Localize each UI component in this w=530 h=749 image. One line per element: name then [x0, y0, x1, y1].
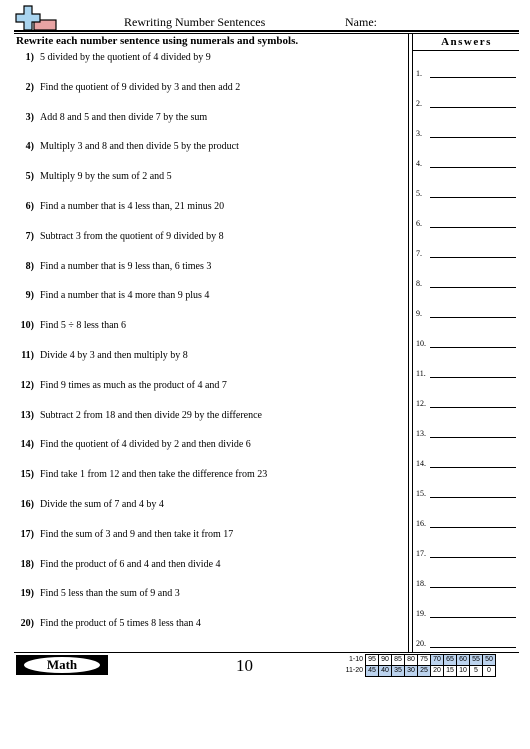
answer-blank[interactable] — [430, 377, 516, 378]
answer-line[interactable] — [416, 579, 516, 593]
answer-blank[interactable] — [430, 287, 516, 288]
question-text: Find the quotient of 9 divided by 3 and then add 2 — [40, 81, 241, 93]
answer-line[interactable] — [416, 489, 516, 503]
answer-number: 2. — [416, 99, 422, 108]
answer-blank[interactable] — [430, 647, 516, 648]
question-text: Find the product of 6 and 4 and then divide 4 — [40, 558, 221, 570]
question-text: Find a number that is 4 more than 9 plus 4 — [40, 290, 210, 302]
question-number: 13) — [20, 409, 34, 421]
subject-label: Math — [24, 657, 100, 673]
question-number: 10) — [20, 320, 34, 332]
answer-blank[interactable] — [430, 137, 516, 138]
answer-line[interactable] — [416, 69, 516, 83]
question-item — [14, 82, 404, 98]
question-item — [14, 410, 404, 426]
answer-number: 17. — [416, 549, 426, 558]
answer-blank[interactable] — [430, 497, 516, 498]
answer-blank[interactable] — [430, 257, 516, 258]
answer-blank[interactable] — [430, 617, 516, 618]
answer-blank[interactable] — [430, 107, 516, 108]
question-number: 20) — [20, 618, 34, 630]
answer-blank[interactable] — [430, 467, 516, 468]
question-item — [14, 618, 404, 634]
answer-line[interactable] — [416, 459, 516, 473]
score-cell: 65 — [444, 655, 457, 666]
answer-number: 7. — [416, 249, 422, 258]
answer-line[interactable] — [416, 609, 516, 623]
answer-number: 8. — [416, 279, 422, 288]
question-item — [14, 261, 404, 277]
answer-line[interactable] — [416, 249, 516, 263]
question-number: 19) — [20, 588, 34, 600]
question-item — [14, 201, 404, 217]
question-number: 11) — [21, 350, 34, 361]
question-number: 14) — [20, 439, 34, 451]
answer-blank[interactable] — [430, 557, 516, 558]
score-cell: 35 — [392, 666, 405, 677]
question-text: Find the quotient of 4 divided by 2 and then divide 6 — [40, 439, 251, 451]
answer-number: 20. — [416, 639, 426, 648]
answer-line[interactable] — [416, 129, 516, 143]
question-number: 17) — [20, 528, 34, 540]
score-cell: 30 — [405, 666, 418, 677]
answer-line[interactable] — [416, 99, 516, 113]
score-cell: 45 — [366, 666, 379, 677]
score-cell: 90 — [379, 655, 392, 666]
answer-number: 15. — [416, 489, 426, 498]
question-text: Find a number that is 9 less than, 6 times 3 — [40, 260, 212, 272]
answer-number: 18. — [416, 579, 426, 588]
answers-title-rule — [413, 50, 519, 51]
score-cell: 0 — [483, 666, 496, 677]
question-text: Find the product of 5 times 8 less than 4 — [40, 618, 201, 630]
score-cell: 40 — [379, 666, 392, 677]
answer-line[interactable] — [416, 549, 516, 563]
question-item — [14, 439, 404, 455]
answer-blank[interactable] — [430, 347, 516, 348]
answer-blank[interactable] — [430, 317, 516, 318]
question-item — [14, 320, 404, 336]
answer-number: 4. — [416, 159, 422, 168]
score-table — [343, 654, 496, 677]
question-text: Subtract 2 from 18 and then divide 29 by the difference — [40, 409, 262, 421]
question-number: 12) — [20, 379, 34, 391]
score-cell: 95 — [366, 655, 379, 666]
question-number: 18) — [20, 558, 34, 570]
footer-rule — [14, 652, 519, 653]
question-item — [14, 112, 404, 128]
answer-blank[interactable] — [430, 227, 516, 228]
question-text: Multiply 9 by the sum of 2 and 5 — [40, 171, 172, 183]
question-text: Find take 1 from 12 and then take the difference from 23 — [40, 469, 268, 481]
score-row-label: 1-10 — [348, 656, 363, 663]
answer-line[interactable] — [416, 369, 516, 383]
question-number: 6) — [25, 201, 34, 212]
answer-blank[interactable] — [430, 437, 516, 438]
question-text: Find 9 times as much as the product of 4 and 7 — [40, 379, 227, 391]
answer-number: 10. — [416, 339, 426, 348]
score-cell: 25 — [418, 666, 431, 677]
instructions: Rewrite each number sentence using numerals and symbols. — [16, 35, 299, 47]
answers-title: Answers — [441, 36, 492, 48]
answer-number: 11. — [416, 369, 426, 378]
answers-divider — [408, 33, 413, 652]
answer-number: 19. — [416, 609, 426, 618]
question-item — [14, 380, 404, 396]
worksheet-title: Rewriting Number Sentences — [124, 15, 266, 29]
name-label: Name: — [345, 15, 377, 29]
question-text: Add 8 and 5 and then divide 7 by the sum — [40, 111, 208, 123]
answer-blank[interactable] — [430, 527, 516, 528]
answer-line[interactable] — [416, 639, 516, 653]
answer-number: 6. — [416, 219, 422, 228]
answer-number: 5. — [416, 189, 422, 198]
question-item — [14, 52, 404, 68]
question-text: Divide 4 by 3 and then multiply by 8 — [40, 350, 188, 361]
question-number: 4) — [25, 141, 34, 153]
question-number: 8) — [25, 260, 34, 272]
answer-line[interactable] — [416, 219, 516, 233]
answer-number: 9. — [416, 309, 422, 318]
score-row — [343, 666, 496, 677]
score-cell: 70 — [431, 655, 444, 666]
question-number: 5) — [25, 171, 34, 183]
question-text: Find 5 less than the sum of 9 and 3 — [40, 588, 180, 600]
question-item — [14, 141, 404, 157]
score-cell: 60 — [457, 655, 470, 666]
question-item — [14, 171, 404, 187]
top-rule — [14, 30, 519, 32]
question-text: Subtract 3 from the quotient of 9 divided by 8 — [40, 230, 224, 242]
question-item — [14, 350, 404, 366]
question-number: 16) — [20, 499, 34, 510]
answer-number: 3. — [416, 129, 422, 138]
question-item — [14, 559, 404, 575]
score-cell: 55 — [470, 655, 483, 666]
question-number: 1) — [25, 52, 34, 63]
question-item — [14, 231, 404, 247]
question-text: Divide the sum of 7 and 4 by 4 — [40, 499, 164, 510]
answer-line[interactable] — [416, 339, 516, 353]
answer-line[interactable] — [416, 189, 516, 203]
answer-number: 12. — [416, 399, 426, 408]
score-cell: 20 — [431, 666, 444, 677]
question-text: Find a number that is 4 less than, 21 minus 20 — [40, 201, 225, 212]
question-item — [14, 499, 404, 515]
total-count: 10 — [236, 656, 253, 675]
score-cell: 75 — [418, 655, 431, 666]
answer-number: 13. — [416, 429, 426, 438]
answer-line[interactable] — [416, 519, 516, 533]
question-item — [14, 529, 404, 545]
answer-blank[interactable] — [430, 587, 516, 588]
score-cell: 80 — [405, 655, 418, 666]
score-row — [343, 655, 496, 666]
question-text: Find the sum of 3 and 9 and then take it from 17 — [40, 528, 234, 540]
question-text: Find 5 ÷ 8 less than 6 — [40, 320, 127, 332]
question-number: 15) — [20, 469, 34, 481]
subject-badge — [16, 655, 108, 675]
answer-blank[interactable] — [430, 407, 516, 408]
score-cell: 5 — [470, 666, 483, 677]
answer-blank[interactable] — [430, 197, 516, 198]
question-text: Multiply 3 and 8 and then divide 5 by the product — [40, 141, 239, 153]
question-text: 5 divided by the quotient of 4 divided by 9 — [40, 52, 211, 63]
answer-line[interactable] — [416, 279, 516, 293]
top-rule-thin — [14, 33, 519, 34]
answer-number: 1. — [416, 69, 422, 78]
answer-number: 16. — [416, 519, 426, 528]
question-item — [14, 469, 404, 485]
answer-line[interactable] — [416, 429, 516, 443]
score-row-label: 11-20 — [345, 667, 363, 674]
question-item — [14, 588, 404, 604]
question-item — [14, 290, 404, 306]
question-number: 2) — [25, 81, 34, 93]
score-cell: 85 — [392, 655, 405, 666]
question-number: 9) — [25, 290, 34, 302]
question-number: 3) — [25, 111, 34, 123]
answer-blank[interactable] — [430, 167, 516, 168]
score-cell: 15 — [444, 666, 457, 677]
answer-blank[interactable] — [430, 77, 516, 78]
answer-line[interactable] — [416, 399, 516, 413]
answer-number: 14. — [416, 459, 426, 468]
answer-line[interactable] — [416, 159, 516, 173]
question-number: 7) — [25, 230, 34, 242]
answer-line[interactable] — [416, 309, 516, 323]
score-cell: 50 — [483, 655, 496, 666]
score-cell: 10 — [457, 666, 470, 677]
